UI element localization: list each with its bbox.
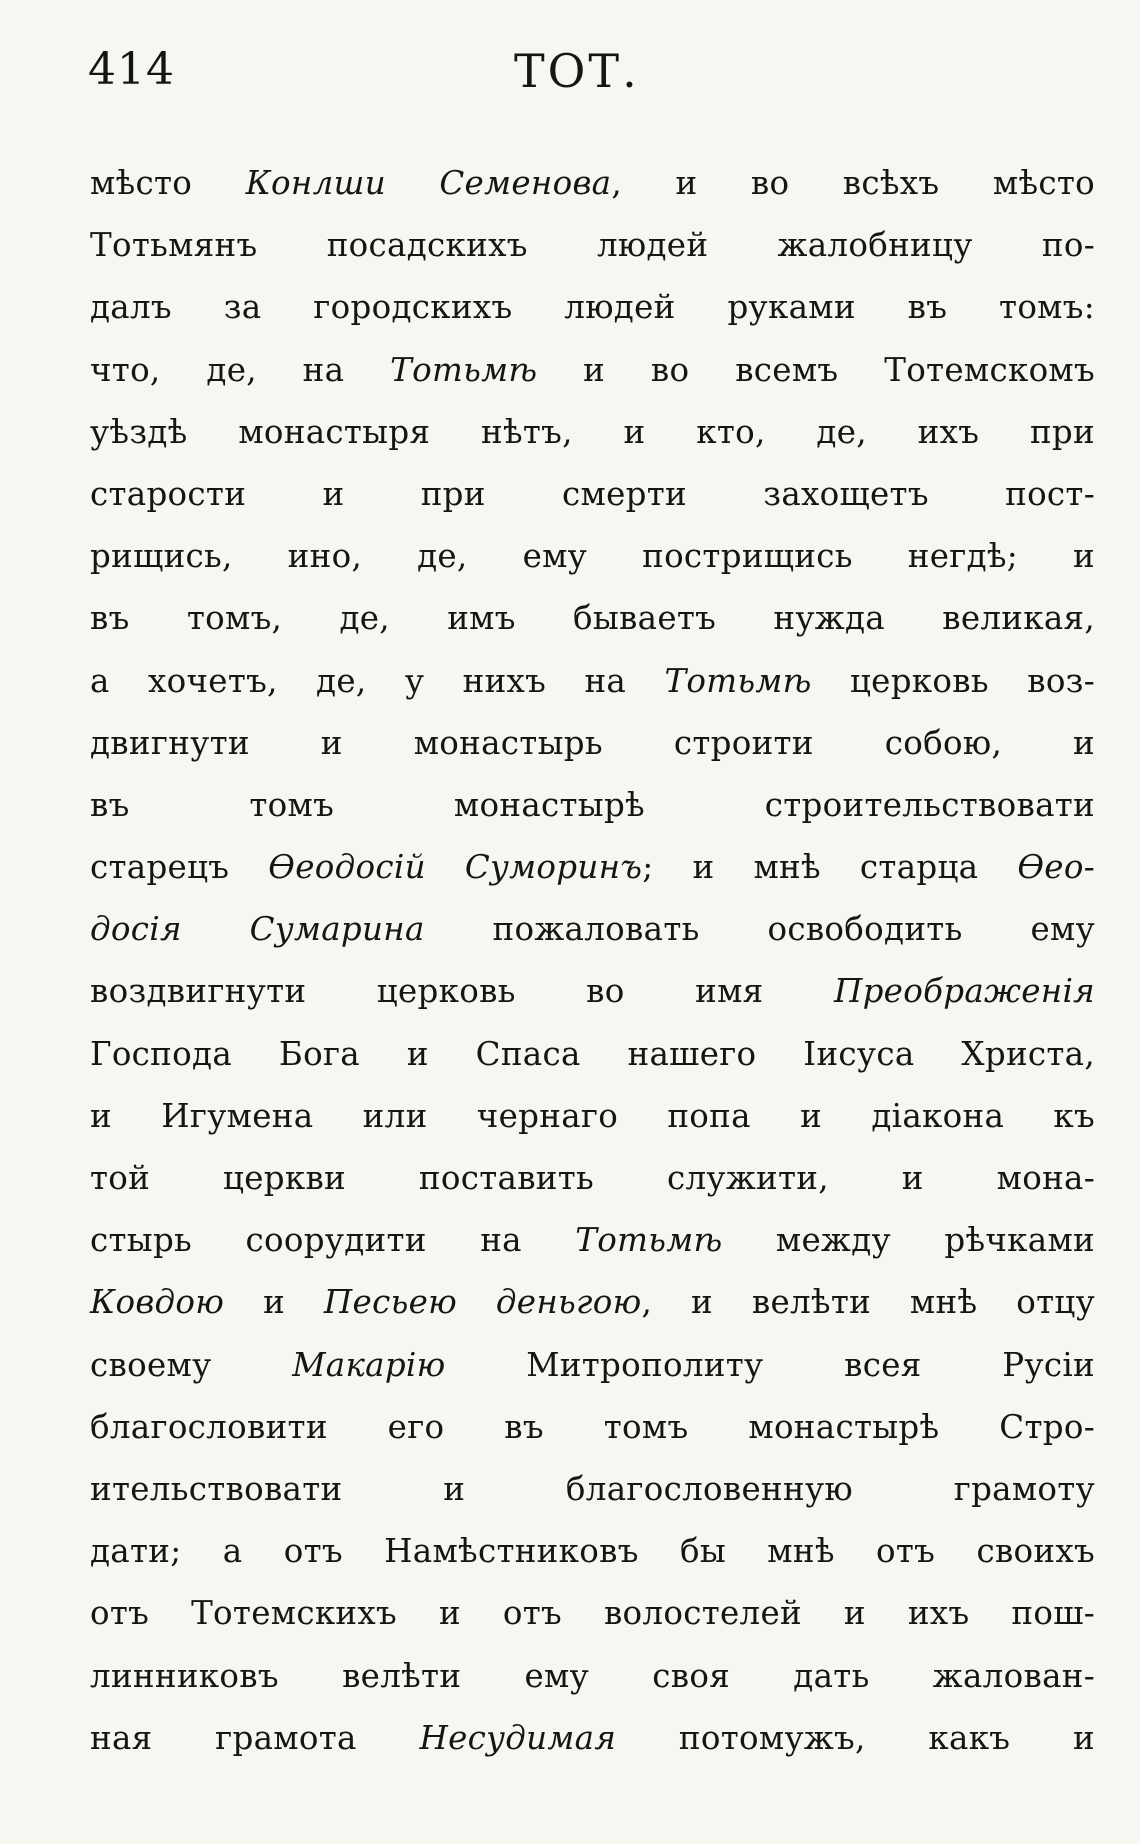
text-segment: въ томъ монастырѣ строительствовати [90,785,1095,824]
italic-text-segment: Ѳео- [1017,848,1095,887]
text-line [90,774,1095,836]
text-segment: потомужъ, какъ и [616,1718,1095,1757]
text-line [90,712,1095,774]
text-segment: ; и мнѣ старца [642,848,1018,887]
text-line [90,1396,1095,1458]
text-line [90,960,1095,1022]
text-segment: пожаловать освободить ему [424,910,1096,949]
italic-text-segment: Преображенія [833,972,1095,1011]
italic-text-segment: Песьею деньгою [323,1283,642,1322]
text-segment: между рѣчками [722,1221,1095,1260]
text-body [90,152,1095,1769]
page-header [88,44,1100,114]
text-line [90,1645,1095,1707]
text-segment: дати; а отъ Намѣстниковъ бы мнѣ отъ своихъ [90,1532,1095,1571]
text-line [90,276,1095,338]
text-line [90,1271,1095,1333]
text-line [90,401,1095,463]
text-segment: отъ Тотемскихъ и отъ волостелей и ихъ пош- [90,1594,1095,1633]
text-line [90,898,1095,960]
text-segment: далъ за городскихъ людей руками въ томъ: [90,288,1095,327]
italic-text-segment: досія Сумарина [90,910,425,949]
text-segment: , и во всѣхъ мѣсто [611,164,1095,202]
text-line [90,1147,1095,1209]
italic-text-segment: Тотьмѣ [575,1221,723,1260]
text-segment: ительствовати и благословенную грамоту [90,1469,1095,1508]
text-line [90,1582,1095,1644]
text-line [90,1209,1095,1271]
italic-text-segment: Тотьмѣ [390,350,538,389]
text-segment: Господа Бога и Спаса нашего Іисуса Христа, [90,1034,1095,1073]
text-line [90,836,1095,898]
text-segment: воздвигнути церковь во имя [90,972,834,1011]
text-segment: что, де, на [90,350,391,389]
text-segment: ная грамота [90,1718,420,1757]
italic-text-segment: Конлши Семенова [245,164,612,202]
text-segment: линниковъ велѣти ему своя дать жалован- [90,1656,1095,1695]
text-segment: рищись, ино, де, ему пострищись негдѣ; и [90,537,1095,576]
text-line [90,650,1095,712]
text-segment: старости и при смерти захощетъ пост- [90,474,1095,513]
text-segment: Тотьмянъ посадскихъ людей жалобницу по- [90,226,1095,265]
text-segment: и [224,1283,324,1322]
text-segment: той церкви поставить служити, и мона- [90,1159,1095,1197]
italic-text-segment: Макарію [292,1345,446,1384]
text-line [90,214,1095,276]
text-segment: , и велѣти мнѣ отцу [641,1283,1095,1322]
page-number: 414 [88,44,175,95]
text-segment: мѣсто [90,164,246,202]
text-line [90,1707,1095,1769]
text-line [90,1458,1095,1520]
text-segment: и Игумена или чернаго попа и діакона къ [90,1096,1095,1135]
text-line [90,1023,1095,1085]
italic-text-segment: Несудимая [419,1718,617,1757]
text-segment: въ томъ, де, имъ бываетъ нужда великая, [90,599,1095,638]
italic-text-segment: Ѳеодосій Суморинъ [268,848,643,887]
text-line [90,463,1095,525]
text-line [90,1520,1095,1582]
text-line [90,339,1095,401]
text-segment: и во всемъ Тотемскомъ [537,350,1095,389]
text-segment: стырь соорудити на [90,1221,576,1260]
italic-text-segment: Тотьмѣ [664,661,812,700]
text-segment: благословити его въ томъ монастырѣ Стро- [90,1407,1095,1446]
text-line [90,1334,1095,1396]
text-segment: Митрополиту всея Русіи [445,1345,1095,1384]
text-line [90,152,1095,214]
text-segment: церковь воз- [811,661,1095,700]
text-segment: своему [90,1345,293,1384]
running-head: ТОТ. [514,44,640,98]
text-segment: а хочетъ, де, у нихъ на [90,661,665,700]
text-segment: старецъ [90,848,269,887]
text-segment: уѣздѣ монастыря нѣтъ, и кто, де, ихъ при [90,412,1095,451]
italic-text-segment: Ковдою [90,1283,225,1322]
text-segment: двигнути и монастырь строити собою, и [90,723,1095,762]
text-line [90,525,1095,587]
text-line [90,1085,1095,1147]
text-line [90,587,1095,649]
